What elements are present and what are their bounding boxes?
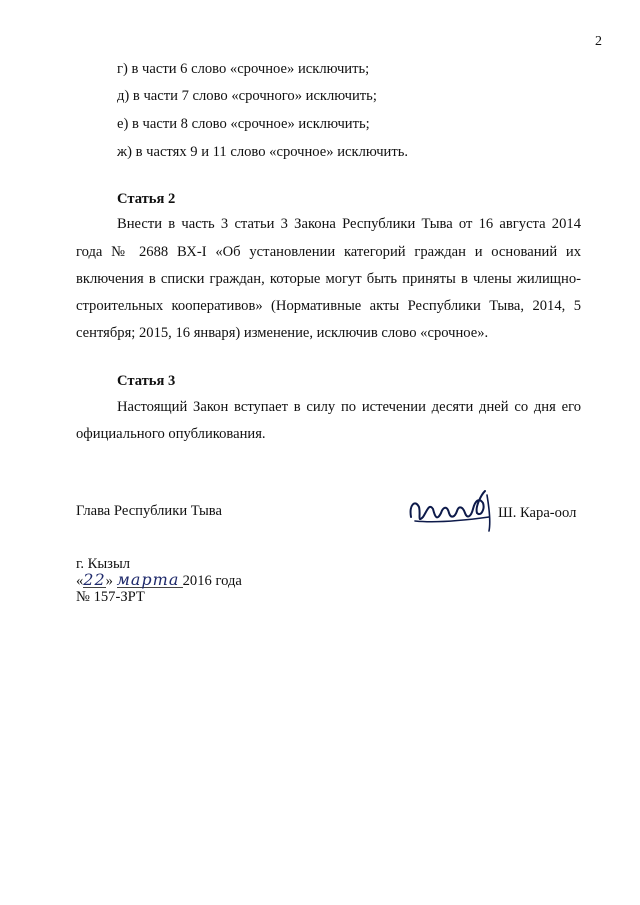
handwritten-signature	[405, 487, 495, 533]
date-year: 2016 года	[182, 573, 242, 589]
date-day: 22	[83, 570, 106, 589]
article-3-heading: Статья 3	[117, 373, 176, 389]
list-item-d: д) в части 7 слово «срочного» исключить;	[117, 88, 377, 104]
list-item-e: е) в части 8 слово «срочное» исключить;	[117, 116, 370, 132]
article-2-line-4: строительных кооперативов» (Нормативные акты Республики Тыва, 2014, 5	[76, 298, 581, 314]
date-open-quote: «	[76, 573, 84, 589]
law-number: № 157-ЗРТ	[76, 589, 145, 605]
article-3-line-1: Настоящий Закон вступает в силу по истечении десяти дней со дня его	[117, 399, 581, 415]
article-2-line-1: Внести в часть 3 статьи 3 Закона Республики Тыва от 16 августа 2014	[117, 216, 581, 232]
date-close-quote: »	[105, 573, 113, 589]
signatory-title: Глава Республики Тыва	[76, 503, 222, 519]
date-month: марта	[117, 572, 183, 588]
article-2-heading: Статья 2	[117, 191, 176, 207]
article-3-line-2: официального опубликования.	[76, 426, 266, 442]
article-2-line-2: года № 2688 ВХ-I «Об установлении категорий граждан и оснований их	[76, 244, 581, 260]
list-item-zh: ж) в частях 9 и 11 слово «срочное» исключить.	[117, 144, 409, 160]
page-number: 2	[595, 34, 602, 49]
signing-date	[76, 572, 242, 590]
article-2-line-3: включения в списки граждан, которые могут быть приняты в члены жилищно-	[76, 271, 581, 287]
signatory-name: Ш. Кара-оол	[498, 505, 577, 521]
article-2-line-5: сентября; 2015, 16 января) изменение, исключив слово «срочное».	[76, 325, 489, 341]
city: г. Кызыл	[76, 556, 131, 572]
list-item-g: г) в части 6 слово «срочное» исключить;	[117, 61, 370, 77]
